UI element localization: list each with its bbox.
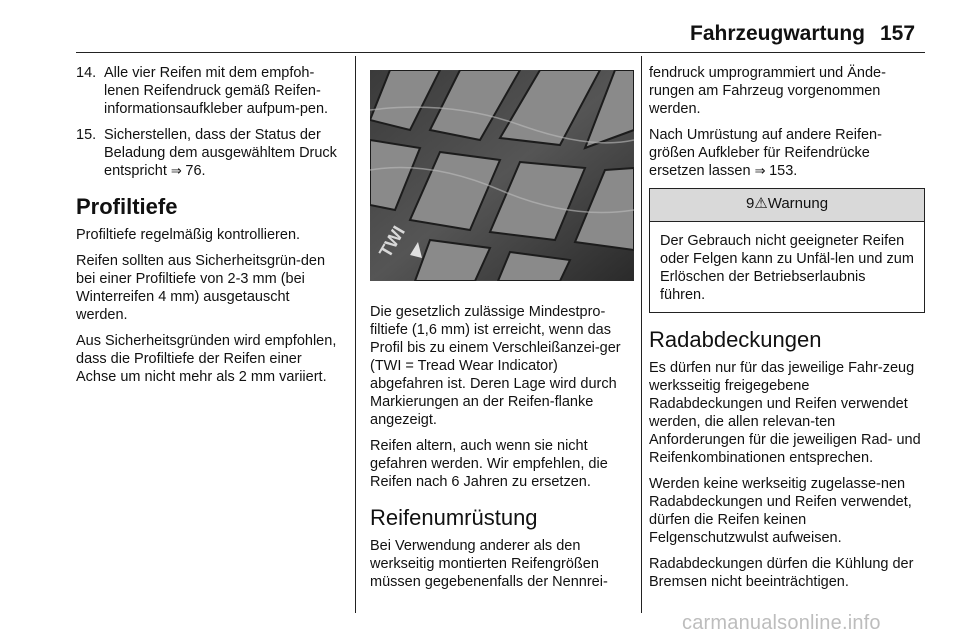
warning-text: Der Gebrauch nicht geeigneter Reifen oder Felgen kann zu Unfäl-len und zum Erlöschen der Betriebserlaubnis führen. <box>660 233 914 303</box>
paragraph: Aus Sicherheitsgründen wird empfohlen, dass die Profiltiefe der Reifen einer Achse um nicht mehr als 2 mm variiert. <box>76 333 337 385</box>
tire-tread-illustration <box>370 70 634 281</box>
list-item-number: 14. <box>76 65 97 81</box>
paragraph: Die gesetzlich zulässige Mindestpro-filtiefe (1,6 mm) ist erreicht, wenn das Profil bis zu einem Verschleißanzei-ger (TWI = Tread Wear Indicator) abgefahren ist. Deren Lage wird durch Markierungen an der Reifen-flanke angezeigt. <box>370 304 621 428</box>
warning-number: 9 <box>745 195 755 212</box>
page-ref-arrow-icon: ⇒ <box>754 163 770 178</box>
warning-triangle-icon: ⚠ <box>754 195 768 212</box>
list-item <box>76 64 344 118</box>
paragraph: Profiltiefe regelmäßig kontrollieren. <box>76 227 301 243</box>
paragraph: Bei Verwendung anderer als den werkseitig montierten Reifengrößen müssen gegebenenfalls der Nennrei- <box>370 538 608 590</box>
paragraph: fendruck umprogrammiert und Ände-rungen am Fahrzeug vorgenommen werden. <box>649 65 886 117</box>
paragraph: Reifen sollten aus Sicherheitsgrün-den bei einer Profiltiefe von 2-3 mm (bei Winterreifen 4 mm) ausgetauscht werden. <box>76 253 326 323</box>
paragraph: Werden keine werkseitig zugelasse-nen Radabdeckungen und Reifen verwendet, dürfen die Reifen keinen Felgenschutzwulst aufweisen. <box>649 476 912 546</box>
header-rule <box>76 52 925 53</box>
paragraph-text: Nach Umrüstung auf andere Reifen-größen Aufkleber für Reifendrücke ersetzen lassen <box>649 127 882 179</box>
column-divider-2 <box>641 56 642 613</box>
list-item-body <box>104 126 344 180</box>
paragraph: Reifen altern, auch wenn sie nicht gefahren werden. Wir empfehlen, die Reifen nach 6 Jahren zu ersetzen. <box>370 438 608 490</box>
paragraph: Es dürfen nur für das jeweilige Fahr-zeug werksseitig freigegebene Radabdeckungen und Reifen verwendet werden, die allen relevan-ten Anforderungen für die jeweiligen Rad- und Reifenkombinationen entsprechen. <box>649 360 921 466</box>
list-item-number: 15. <box>76 127 97 143</box>
section-heading-reifenumruestung: Reifenumrüstung <box>370 505 538 530</box>
column-3 <box>649 64 925 599</box>
column-1 <box>76 64 344 394</box>
page-reference-link[interactable]: 153. <box>769 163 798 179</box>
page-ref-arrow-icon: ⇒ <box>170 163 186 178</box>
section-heading-profiltiefe: Profiltiefe <box>76 194 178 219</box>
list-item-text: Alle vier Reifen mit dem empfoh-lenen Reifendruck gemäß Reifen-informationsaufkleber aufpum-pen. <box>104 65 329 117</box>
list-item <box>76 126 344 180</box>
warning-title: Warnung <box>767 195 829 212</box>
warning-box <box>649 188 925 313</box>
section-heading-radabdeckungen: Radabdeckungen <box>649 327 822 352</box>
paragraph <box>649 126 925 180</box>
page-number: 157 <box>880 22 916 45</box>
page-reference-link[interactable]: 76. <box>185 163 206 179</box>
twi-marking-label: TWI <box>375 222 409 262</box>
running-header-title: Fahrzeugwartung <box>690 22 866 45</box>
warning-header <box>650 189 924 222</box>
list-item-text: Sicherstellen, dass der Status der Beladung dem ausgewähltem Druck entspricht <box>104 127 337 179</box>
column-2 <box>370 70 634 599</box>
paragraph: Radabdeckungen dürfen die Kühlung der Bremsen nicht beeinträchtigen. <box>649 556 914 590</box>
column-divider-1 <box>355 56 356 613</box>
watermark: carmanualsonline.info <box>682 612 881 634</box>
